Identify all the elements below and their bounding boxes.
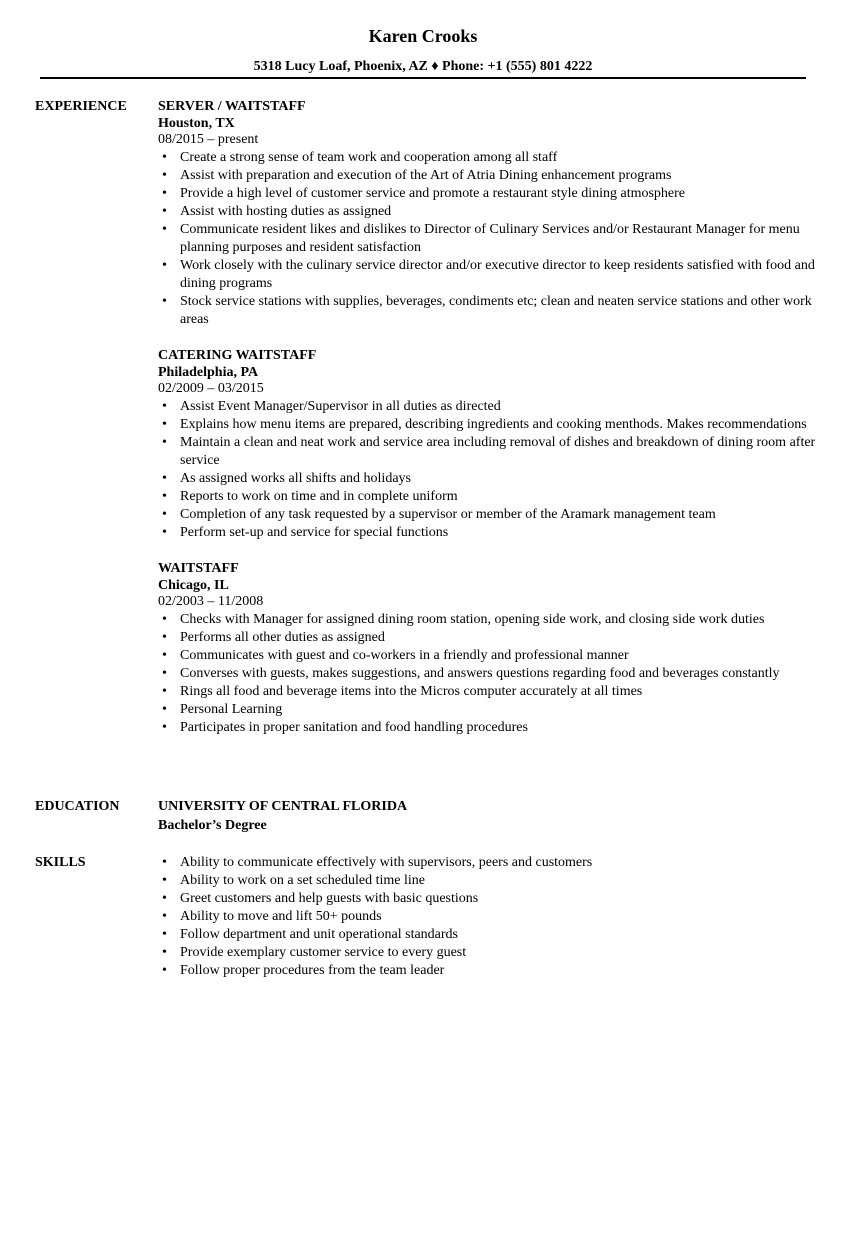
list-item (158, 944, 818, 962)
list-item (158, 890, 818, 908)
job-dates: 08/2015 – present (158, 132, 259, 147)
list-item (158, 203, 818, 221)
experience-list (158, 98, 818, 755)
duty-text: Stock service stations with supplies, beverages, condiments etc; clean and neaten service stations and other work areas (180, 294, 812, 327)
section-label-experience: EXPERIENCE (35, 99, 127, 114)
bullet-icon: • (162, 186, 167, 201)
job-duties (158, 149, 818, 329)
duty-text: Converses with guests, makes suggestions, and answers questions regarding food and beverages constantly (180, 666, 780, 681)
duty-text: Assist with hosting duties as assigned (180, 204, 392, 219)
school-name: UNIVERSITY OF CENTRAL FLORIDA (158, 799, 408, 814)
bullet-icon: • (162, 150, 167, 165)
skill-text: Follow department and unit operational standards (180, 927, 458, 942)
bullet-icon: • (162, 258, 167, 273)
list-item (158, 872, 818, 890)
list-item (158, 611, 818, 629)
job-entry (158, 347, 818, 542)
bullet-icon: • (162, 684, 167, 699)
list-item (158, 257, 818, 293)
bullet-icon: • (162, 489, 167, 504)
bullet-icon: • (162, 630, 167, 645)
job-dates: 02/2009 – 03/2015 (158, 381, 264, 396)
skill-text: Greet customers and help guests with basic questions (180, 891, 479, 906)
duty-text: Communicates with guest and co-workers in a friendly and professional manner (180, 648, 629, 663)
job-title: CATERING WAITSTAFF (158, 348, 317, 363)
list-item (158, 854, 818, 872)
bullet-icon: • (162, 435, 167, 450)
bullet-icon: • (162, 855, 167, 870)
duty-text: Perform set-up and service for special functions (180, 525, 449, 540)
list-item (158, 908, 818, 926)
candidate-name: Karen Crooks (368, 26, 478, 46)
list-item (158, 524, 818, 542)
list-item (158, 488, 818, 506)
bullet-icon: • (162, 612, 167, 627)
bullet-icon: • (162, 891, 167, 906)
degree-name: Bachelor’s Degree (158, 818, 267, 833)
list-item (158, 398, 818, 416)
education-entry (158, 798, 818, 836)
list-item (158, 506, 818, 524)
duty-text: Provide a high level of customer service and promote a restaurant style dining atmosphere (180, 186, 686, 201)
bullet-icon: • (162, 927, 167, 942)
job-title: WAITSTAFF (158, 561, 239, 576)
header-divider (40, 77, 806, 79)
bullet-icon: • (162, 507, 167, 522)
list-item (158, 665, 818, 683)
list-item (158, 149, 818, 167)
duty-text: Work closely with the culinary service director and/or executive director to keep residents satisfied with food and dining programs (180, 258, 815, 291)
list-item (158, 683, 818, 701)
job-location: Chicago, IL (158, 578, 229, 593)
skill-text: Ability to move and lift 50+ pounds (180, 909, 382, 924)
duty-text: Maintain a clean and neat work and service area including removal of dishes and breakdown of dining room after service (180, 435, 816, 468)
skill-text: Ability to communicate effectively with supervisors, peers and customers (180, 855, 593, 870)
list-item (158, 185, 818, 203)
job-title: SERVER / WAITSTAFF (158, 99, 306, 114)
list-item (158, 701, 818, 719)
skill-text: Ability to work on a set scheduled time line (180, 873, 425, 888)
duty-text: Assist Event Manager/Supervisor in all duties as directed (180, 399, 501, 414)
bullet-icon: • (162, 648, 167, 663)
bullet-icon: • (162, 399, 167, 414)
bullet-icon: • (162, 417, 167, 432)
job-dates: 02/2003 – 11/2008 (158, 594, 264, 609)
list-item (158, 416, 818, 434)
duty-text: Explains how menu items are prepared, describing ingredients and cooking menthods. Makes recommendations (180, 417, 807, 432)
bullet-icon: • (162, 204, 167, 219)
section-label-skills: SKILLS (35, 855, 86, 870)
duty-text: Communicate resident likes and dislikes to Director of Culinary Services and/or Restaurant Manager for menu planning purposes and resident satisfaction (180, 222, 800, 255)
bullet-icon: • (162, 168, 167, 183)
bullet-icon: • (162, 294, 167, 309)
skill-text: Provide exemplary customer service to every guest (180, 945, 467, 960)
duty-text: Performs all other duties as assigned (180, 630, 385, 645)
list-item (158, 926, 818, 944)
list-item (158, 962, 818, 980)
duty-text: Personal Learning (180, 702, 283, 717)
bullet-icon: • (162, 945, 167, 960)
list-item (158, 221, 818, 257)
bullet-icon: • (162, 909, 167, 924)
list-item (158, 167, 818, 185)
contact-line: 5318 Lucy Loaf, Phoenix, AZ ♦ Phone: +1 (555) 801 4222 (253, 59, 593, 74)
section-label-education: EDUCATION (35, 799, 120, 814)
bullet-icon: • (162, 702, 167, 717)
duty-text: Reports to work on time and in complete uniform (180, 489, 458, 504)
job-location: Philadelphia, PA (158, 365, 259, 380)
list-item (158, 647, 818, 665)
bullet-icon: • (162, 666, 167, 681)
duty-text: Participates in proper sanitation and food handling procedures (180, 720, 528, 735)
duty-text: Completion of any task requested by a supervisor or member of the Aramark management team (180, 507, 716, 522)
list-item (158, 293, 818, 329)
job-duties (158, 398, 818, 542)
duty-text: Checks with Manager for assigned dining room station, opening side work, and closing side work duties (180, 612, 765, 627)
skill-text: Follow proper procedures from the team leader (180, 963, 445, 978)
list-item (158, 629, 818, 647)
duty-text: Create a strong sense of team work and cooperation among all staff (180, 150, 558, 165)
job-duties (158, 611, 818, 737)
bullet-icon: • (162, 720, 167, 735)
list-item (158, 434, 818, 470)
bullet-icon: • (162, 222, 167, 237)
job-entry (158, 98, 818, 329)
bullet-icon: • (162, 471, 167, 486)
skills-list (158, 854, 818, 980)
bullet-icon: • (162, 873, 167, 888)
job-entry (158, 560, 818, 737)
list-item (158, 470, 818, 488)
list-item (158, 719, 818, 737)
skill-items (158, 854, 818, 980)
duty-text: As assigned works all shifts and holidays (180, 471, 411, 486)
duty-text: Rings all food and beverage items into the Micros computer accurately at all times (180, 684, 643, 699)
bullet-icon: • (162, 963, 167, 978)
job-location: Houston, TX (158, 116, 235, 131)
bullet-icon: • (162, 525, 167, 540)
duty-text: Assist with preparation and execution of the Art of Atria Dining enhancement programs (180, 168, 672, 183)
